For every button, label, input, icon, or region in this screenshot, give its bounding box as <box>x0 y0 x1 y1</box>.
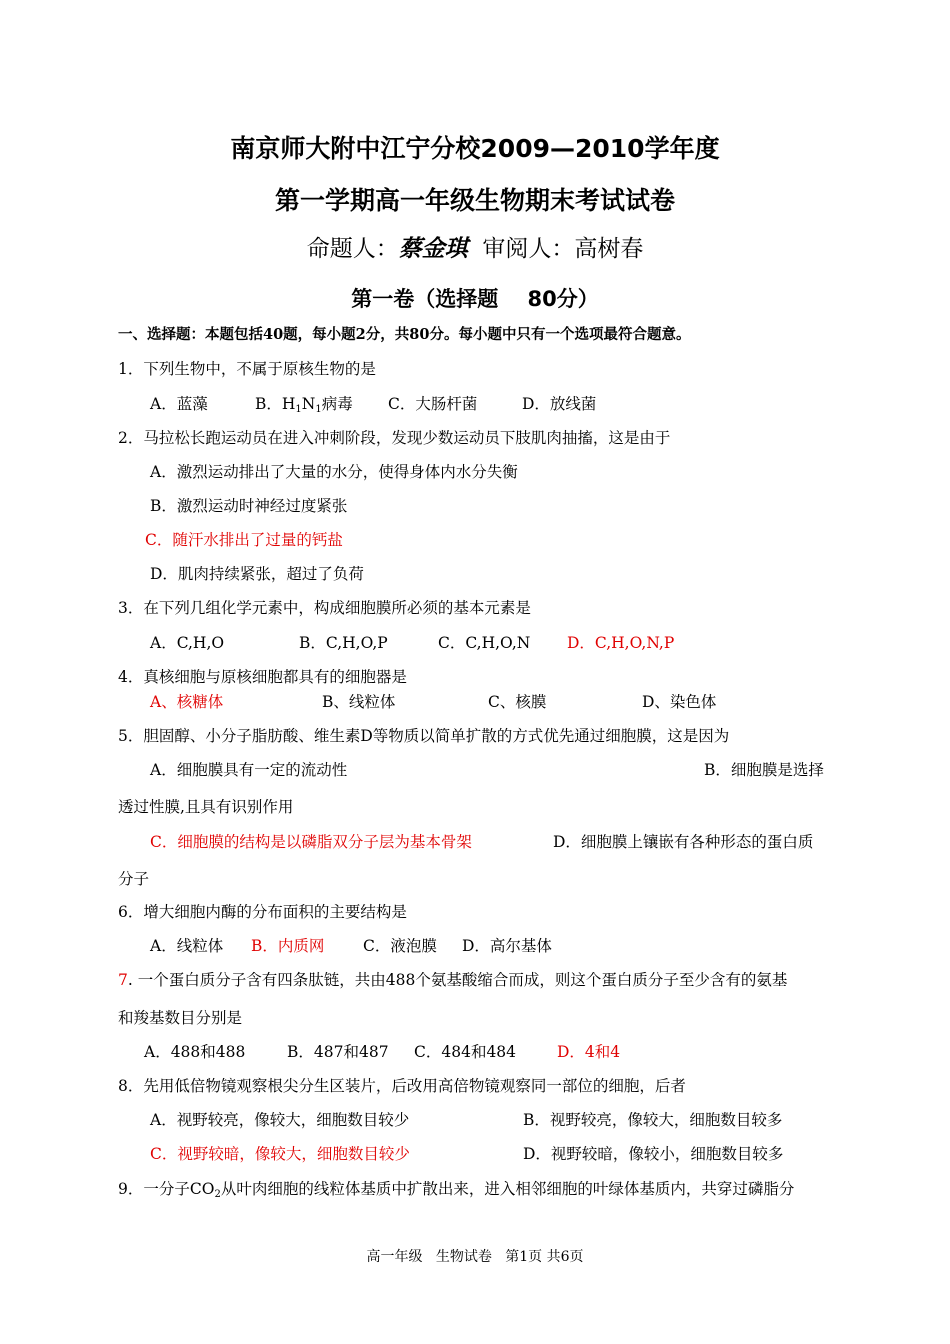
question-7-stem-line1: 7. 一个蛋白质分子含有四条肽链，共由488个氨基酸缩合而成，则这个蛋白质分子至少含有的氨基 <box>118 971 788 989</box>
question-6-option-c: C．液泡膜 <box>363 937 437 955</box>
question-7-number: 7 <box>118 971 128 989</box>
question-4-option-c: C、核膜 <box>488 693 547 711</box>
question-9-stem: 9．一分子$CO_2$从叶肉细胞的线粒体基质中扩散出来，进入相邻细胞的叶绿体基质内，共穿过磷脂分 <box>118 1180 795 1200</box>
question-4-option-d: D、染色体 <box>642 693 717 711</box>
question-6-option-b: B．内质网 <box>251 937 325 955</box>
question-2-option-d: D．肌肉持续紧张，超过了负荷 <box>150 565 364 583</box>
question-6-stem: 6．增大细胞内酶的分布面积的主要结构是 <box>118 903 407 921</box>
question-4-option-b: B、线粒体 <box>322 693 396 711</box>
question-4-stem: 4．真核细胞与原核细胞都具有的细胞器是 <box>118 668 407 686</box>
question-1-option-b: B．$H_1N_1$病毒 <box>255 395 353 415</box>
question-5-option-b-part2: 透过性膜,且具有识别作用 <box>118 798 294 816</box>
section-title: 第一卷（选择题 80分） <box>351 287 599 311</box>
exam-title-line2: 第一学期高一年级生物期末考试试卷 <box>274 186 675 215</box>
question-1-option-d: D．放线菌 <box>522 395 597 413</box>
question-2-stem: 2．马拉松长跑运动员在进入冲刺阶段，发现少数运动员下肢肌肉抽搐，这是由于 <box>118 429 671 447</box>
question-5-stem: 5．胆固醇、小分子脂肪酸、维生素D等物质以简单扩散的方式优先通过细胞膜，这是因为 <box>118 727 730 745</box>
question-2-option-b: B．激烈运动时神经过度紧张 <box>150 497 348 515</box>
question-8-stem: 8．先用低倍物镜观察根尖分生区装片，后改用高倍物镜观察同一部位的细胞，后者 <box>118 1077 686 1095</box>
question-8-option-b: B．视野较亮，像较大，细胞数目较多 <box>523 1111 783 1129</box>
question-8-option-c: C．视野较暗，像较大，细胞数目较少 <box>150 1145 410 1163</box>
question-7-stem-line2: 和羧基数目分别是 <box>118 1009 243 1027</box>
author-line <box>0 234 950 264</box>
reviewer-label: 审阅人：高树春 <box>482 236 644 262</box>
question-5-option-d-part1: D．细胞膜上镶嵌有各种形态的蛋白质 <box>553 833 814 851</box>
question-7-option-b: B．487和487 <box>287 1043 389 1061</box>
author-label: 命题人： <box>306 236 399 262</box>
question-1-option-a: A．蓝藻 <box>150 395 208 413</box>
author-name: 蔡金琪 <box>398 235 468 262</box>
question-3-stem: 3．在下列几组化学元素中，构成细胞膜所必须的基本元素是 <box>118 599 531 617</box>
question-7-option-a: A．488和488 <box>144 1043 246 1061</box>
question-7-option-c: C．484和484 <box>414 1043 517 1061</box>
question-3-option-c: C．C,H,O,N <box>438 634 531 652</box>
instructions: 一、选择题：本题包括40题，每小题2分，共80分。每小题中只有一个选项最符合题意。 <box>118 326 691 343</box>
question-7-option-d: D．4和4 <box>557 1043 621 1061</box>
question-5-option-d-part2: 分子 <box>118 870 150 888</box>
question-3-option-a: A．C,H,O <box>150 634 225 652</box>
question-3-option-b: B．C,H,O,P <box>299 634 388 652</box>
question-6-option-d: D．高尔基体 <box>462 937 552 955</box>
question-3-option-d: D．C,H,O,N,P <box>567 634 675 652</box>
page-footer: 高一年级 生物试卷 第1页 共6页 <box>366 1249 584 1265</box>
question-2-option-c: C．随汗水排出了过量的钙盐 <box>145 531 343 549</box>
question-4-option-a: A、核糖体 <box>150 693 224 711</box>
question-6-option-a: A．线粒体 <box>150 937 224 955</box>
question-8-option-a: A．视野较亮，像较大，细胞数目较少 <box>150 1111 410 1129</box>
question-1-stem: 1．下列生物中，不属于原核生物的是 <box>118 360 376 378</box>
question-5-option-c: C．细胞膜的结构是以磷脂双分子层为基本骨架 <box>150 833 472 851</box>
question-2-option-a: A．激烈运动排出了大量的水分，使得身体内水分失衡 <box>150 463 518 481</box>
question-5-option-a: A．细胞膜具有一定的流动性 <box>150 761 348 779</box>
question-1-option-c: C．大肠杆菌 <box>388 395 478 413</box>
question-8-option-d: D．视野较暗，像较小，细胞数目较多 <box>523 1145 784 1163</box>
exam-title-line1: 南京师大附中江宁分校2009—2010学年度 <box>230 134 720 163</box>
question-5-option-b-part1: B．细胞膜是选择 <box>704 761 824 779</box>
